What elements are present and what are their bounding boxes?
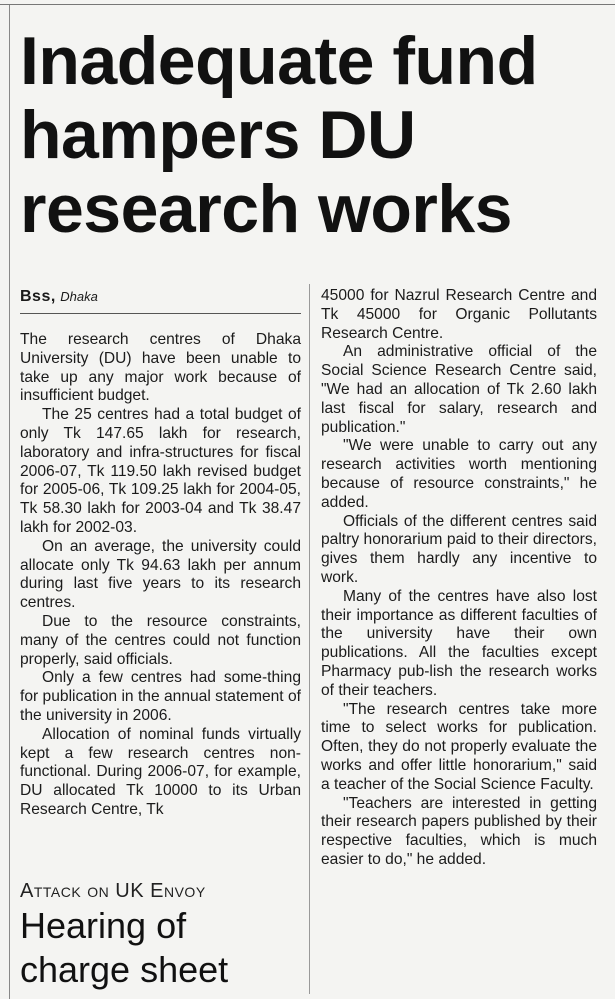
byline-dateline: Dhaka <box>60 289 98 304</box>
article-column-1 <box>20 331 301 820</box>
next-article-headline: Hearing of charge sheet <box>20 905 229 990</box>
paragraph: 45000 for Nazrul Research Centre and Tk 45000 for Organic Pollutants Research Centre. <box>321 287 597 342</box>
top-rule <box>0 4 615 5</box>
paragraph: Officials of the different centres said paltry honorarium paid to their directors, gives them hardly any incentive to work. <box>321 512 597 586</box>
article-column-2 <box>321 287 597 870</box>
paragraph: The research centres of Dhaka University (DU) have been unable to take up any major work because of insufficient budget. <box>20 331 301 405</box>
paragraph: On an average, the university could allocate only Tk 94.63 lakh per annum during last five years to its research centres. <box>20 537 301 612</box>
paragraph: Only a few centres had some-thing for publication in the annual statement of the university in 2006. <box>20 669 301 724</box>
paragraph: "The research centres take more time to select works for publication. Often, they do not properly evaluate the works and offer little honorarium," said a teacher of the Social Science Faculty. <box>321 700 597 793</box>
next-article-kicker: Attack on UK Envoy <box>20 880 206 902</box>
paragraph: An administrative official of the Social Science Research Centre said, "We had an allocation of Tk 2.60 lakh last fiscal for salary, research and publication." <box>321 343 597 436</box>
paragraph: Many of the centres have also lost their importance as different faculties of the university have their own publications. All the faculties except Pharmacy pub-lish the research works of their teachers. <box>321 587 597 699</box>
article-headline: Inadequate fund hampers DU research works <box>20 23 538 247</box>
paragraph: "Teachers are interested in getting their research papers published by their respective faculties, which is much easier to do," he added. <box>321 794 597 868</box>
paragraph: Allocation of nominal funds virtually kept a few research centres non-functional. During 2006-07, for example, DU allocated Tk 10000 to its Urban Research Centre, Tk <box>20 725 301 818</box>
byline-source: Bss, <box>20 288 56 305</box>
paragraph: "We were unable to carry out any research activities worth mentioning because of resource constraints," he added. <box>321 437 597 511</box>
paragraph: The 25 centres had a total budget of only Tk 147.65 lakh for research, laboratory and infra-structures for fiscal 2006-07, Tk 119.50 lakh revised budget for 2005-06, Tk 109.25 lakh for 2004-05, Tk 58.30 lakh for 2003-04 and Tk 38.47 lakh for 2002-03. <box>20 406 301 536</box>
left-column-rule <box>9 5 10 999</box>
paragraph: Due to the resource constraints, many of the centres could not function properly, said officials. <box>20 612 301 668</box>
byline <box>20 287 300 307</box>
column-divider <box>309 284 310 994</box>
byline-rule <box>20 313 301 314</box>
